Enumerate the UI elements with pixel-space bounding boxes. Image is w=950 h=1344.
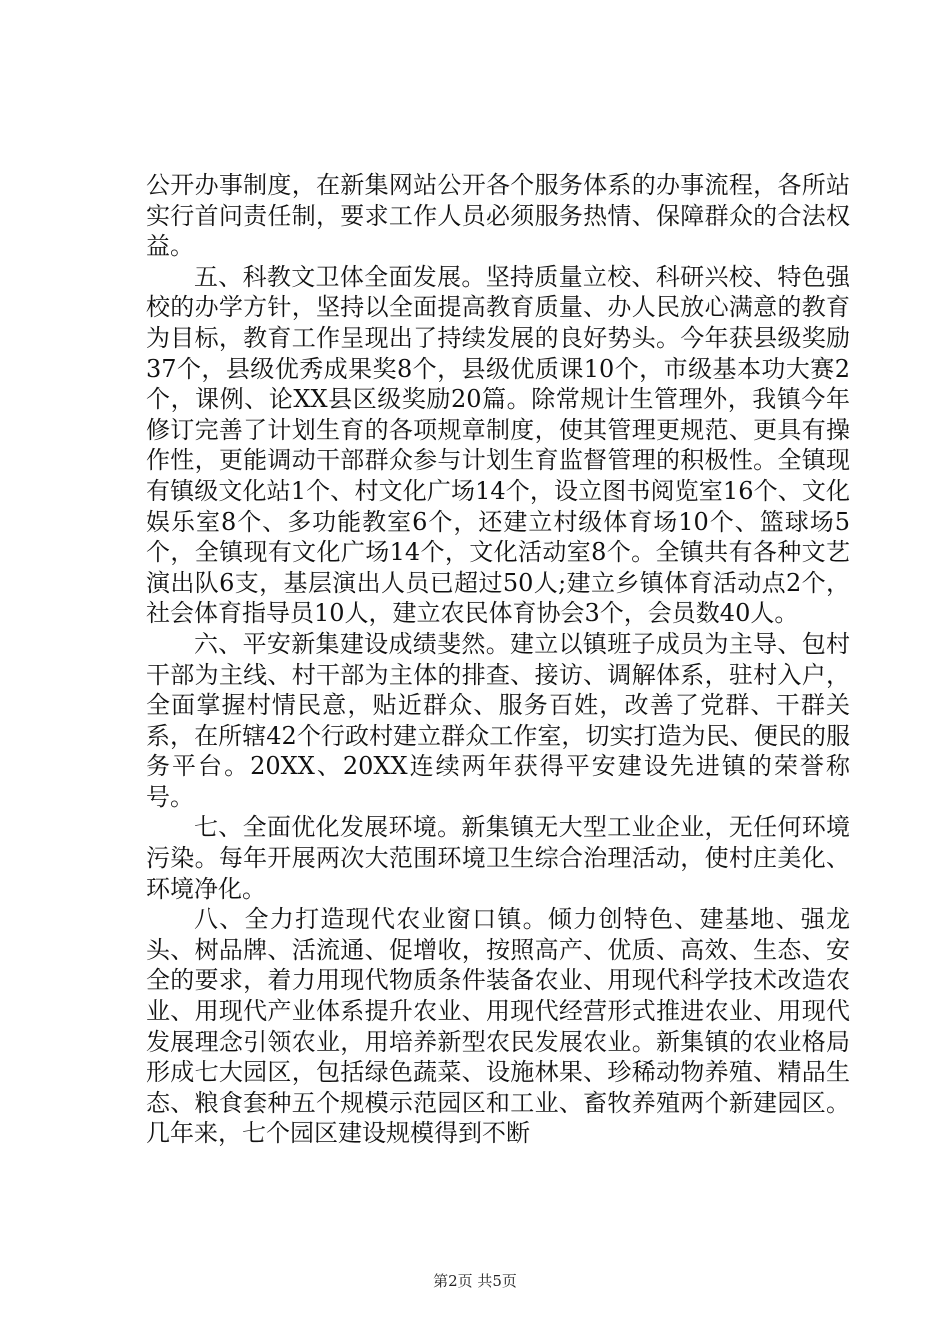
paragraph-continuation: 公开办事制度，在新集网站公开各个服务体系的办事流程，各所站实行首问责任制，要求工作人员必须服务热情、保障群众的合法权益。 <box>146 171 850 261</box>
page-footer: 第2页 共5页 <box>433 1272 517 1290</box>
paragraph-section-7: 七、全面优化发展环境。新集镇无大型工业企业，无任何环境污染。每年开展两次大范围环境卫生综合治理活动，使村庄美化、环境净化。 <box>146 813 850 903</box>
paragraph-section-5: 五、科教文卫体全面发展。坚持质量立校、科研兴校、特色强校的办学方针，坚持以全面提高教育质量、办人民放心满意的教育为目标，教育工作呈现出了持续发展的良好势头。今年获县级奖励37个，县级优秀成果奖8个，县级优质课10个，市级基本功大赛2个，课例、论XX县区级奖励20篇。除常规计生管理外，我镇今年修订完善了计划生育的各项规章制度，使其管理更规范、更具有操作性，更能调动干部群众参与计划生育监督管理的积极性。全镇现有镇级文化站1个、村文化广场14个，设立图书阅览室16个、文化娱乐室8个、多功能教室6个，还建立村级体育场10个、篮球场5个，全镇现有文化广场14个，文化活动室8个。全镇共有各种文艺演出队6支，基层演出人员已超过50人;建立乡镇体育活动点2个，社会体育指导员10人，建立农民体育协会3个，会员数40人。 <box>146 262 850 628</box>
body-text <box>146 170 850 1149</box>
paragraph-section-8: 八、全力打造现代农业窗口镇。倾力创特色、建基地、强龙头、树品牌、活流通、促增收，按照高产、优质、高效、生态、安全的要求，着力用现代物质条件装备农业、用现代科学技术改造农业、用现代产业体系提升农业、用现代经营形式推进农业、用现代发展理念引领农业，用培养新型农民发展农业。新集镇的农业格局形成七大园区，包括绿色蔬菜、设施林果、珍稀动物养殖、精品生态、粮食套种五个规模示范园区和工业、畜牧养殖两个新建园区。几年来，七个园区建设规模得到不断 <box>146 905 850 1148</box>
paragraph-section-6: 六、平安新集建设成绩斐然。建立以镇班子成员为主导、包村干部为主线、村干部为主体的排查、接访、调解体系，驻村入户，全面掌握村情民意，贴近群众、服务百姓，改善了党群、干群关系，在所辖42个行政村建立群众工作室，切实打造为民、便民的服务平台。20XX、20XX连续两年获得平安建设先进镇的荣誉称号。 <box>146 629 850 811</box>
